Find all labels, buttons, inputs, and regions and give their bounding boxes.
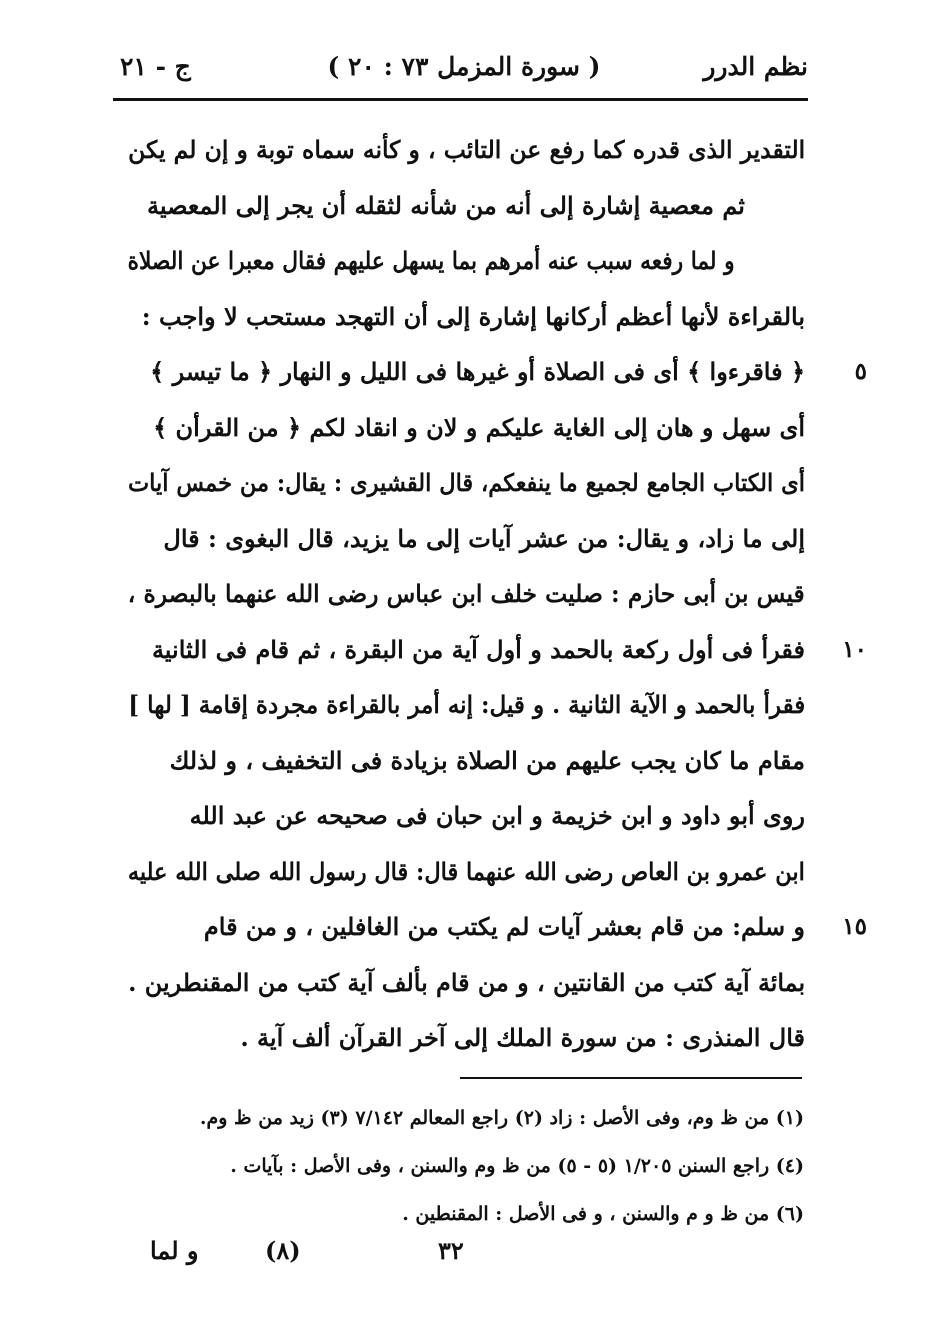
footnote-line: (٤) راجع السنن ١/٢٠٥ (٥ - ٥) من ظ وم والسنن ، وفى الأصل : بآيات . xyxy=(230,1155,804,1177)
line-number: ١٥ xyxy=(842,913,867,940)
text-line xyxy=(128,233,805,289)
footnote-rule xyxy=(460,1077,802,1079)
line-number: ١٠ xyxy=(842,635,867,663)
line-number: ٥ xyxy=(854,358,867,385)
signature-mark: (٨) xyxy=(265,1236,301,1265)
line-text: مقام ما كان يجب عليهم من الصلاة بزيادة فى التخفيف ، و لذلك xyxy=(169,745,805,775)
footnote-line: (١) من ظ وم، وفى الأصل : زاد (٢) راجع المعالم ٧/١٤٢ (٣) زيد من ظ وم. xyxy=(199,1107,804,1129)
line-text: و لما رفعه سبب عنه أمرهم بما يسهل عليهم فقال معبرا عن الصلاة xyxy=(128,246,735,275)
line-text: ثم معصية إشارة إلى أنه من شأنه لثقله أن يجر إلى المعصية xyxy=(146,190,745,220)
text-line xyxy=(128,1010,805,1066)
text-line xyxy=(128,566,805,622)
line-text: و سلم: من قام بعشر آيات لم يكتب من الغافلين ، و من قام xyxy=(203,912,805,941)
main-text xyxy=(128,122,867,1066)
text-line xyxy=(128,455,805,511)
text-line xyxy=(128,955,805,1011)
line-text: ابن عمرو بن العاص رضى الله عنهما قال: قال رسول الله صلى الله عليه xyxy=(128,856,805,886)
text-line xyxy=(128,677,805,733)
text-line xyxy=(128,844,805,900)
text-line xyxy=(128,733,805,789)
text-line xyxy=(128,899,867,955)
line-text: فقرأ بالحمد و الآية الثانية . و قيل: إنه أمر بالقراءة مجردة إقامة [ لها ] xyxy=(128,690,805,719)
line-text: بمائة آية كتب من القانتين ، و من قام بألف آية كتب من المقنطرين . xyxy=(128,967,805,997)
catchword: و لما xyxy=(150,1236,199,1265)
line-text: ﴿ فاقرءوا ﴾ أى فى الصلاة أو غيرها فى الليل و النهار ﴿ ما تيسر ﴾ xyxy=(150,357,805,386)
text-line xyxy=(128,178,805,234)
page-number: ٣٢ xyxy=(438,1236,464,1265)
line-text: أى سهل و هان إلى الغاية عليكم و لان و انقاد لكم ﴿ من القرأن ﴾ xyxy=(153,412,805,442)
surah-reference: ( سورة المزمل ٧٣ : ٢٠ ) xyxy=(327,52,601,81)
footnote-line: (٦) من ظ و م والسنن ، و فى الأصل : المقنطين . xyxy=(402,1203,804,1225)
line-text: إلى ما زاد، و يقال: من عشر آيات إلى ما يزيد، قال البغوى : قال xyxy=(163,523,805,553)
text-line xyxy=(128,400,805,456)
running-header xyxy=(120,52,808,92)
line-text: قال المنذرى : من سورة الملك إلى آخر القرآن ألف آية . xyxy=(240,1023,805,1052)
footnotes xyxy=(127,1094,804,1238)
text-line xyxy=(128,344,867,400)
line-text: فقرأ فى أول ركعة بالحمد و أول آية من البقرة ، ثم قام فى الثانية xyxy=(151,634,805,664)
page-footer xyxy=(120,1236,810,1276)
text-line xyxy=(128,622,867,678)
line-text: التقدير الذى قدره كما رفع عن التائب ، و كأنه سماه توبة و إن لم يكن xyxy=(128,135,805,164)
text-line xyxy=(128,788,805,844)
line-text: قيس بن أبى حازم : صليت خلف ابن عباس رضى الله عنهما بالبصرة ، xyxy=(128,579,805,608)
line-text: بالقراءة لأنها أعظم أركانها إشارة إلى أن التهجد مستحب لا واجب : xyxy=(141,301,805,331)
book-title: نظم الدرر xyxy=(703,52,808,81)
volume-number: ج - ٢١ xyxy=(120,52,191,81)
text-line xyxy=(128,511,805,567)
line-text: أى الكتاب الجامع لجميع ما ينفعكم، قال القشيرى : يقال: من خمس آيات xyxy=(128,468,805,497)
text-line xyxy=(128,289,805,345)
line-text: روى أبو داود و ابن خزيمة و ابن حبان فى صحيحه عن عبد الله xyxy=(189,801,805,830)
text-line xyxy=(128,122,805,178)
header-rule xyxy=(113,98,808,101)
